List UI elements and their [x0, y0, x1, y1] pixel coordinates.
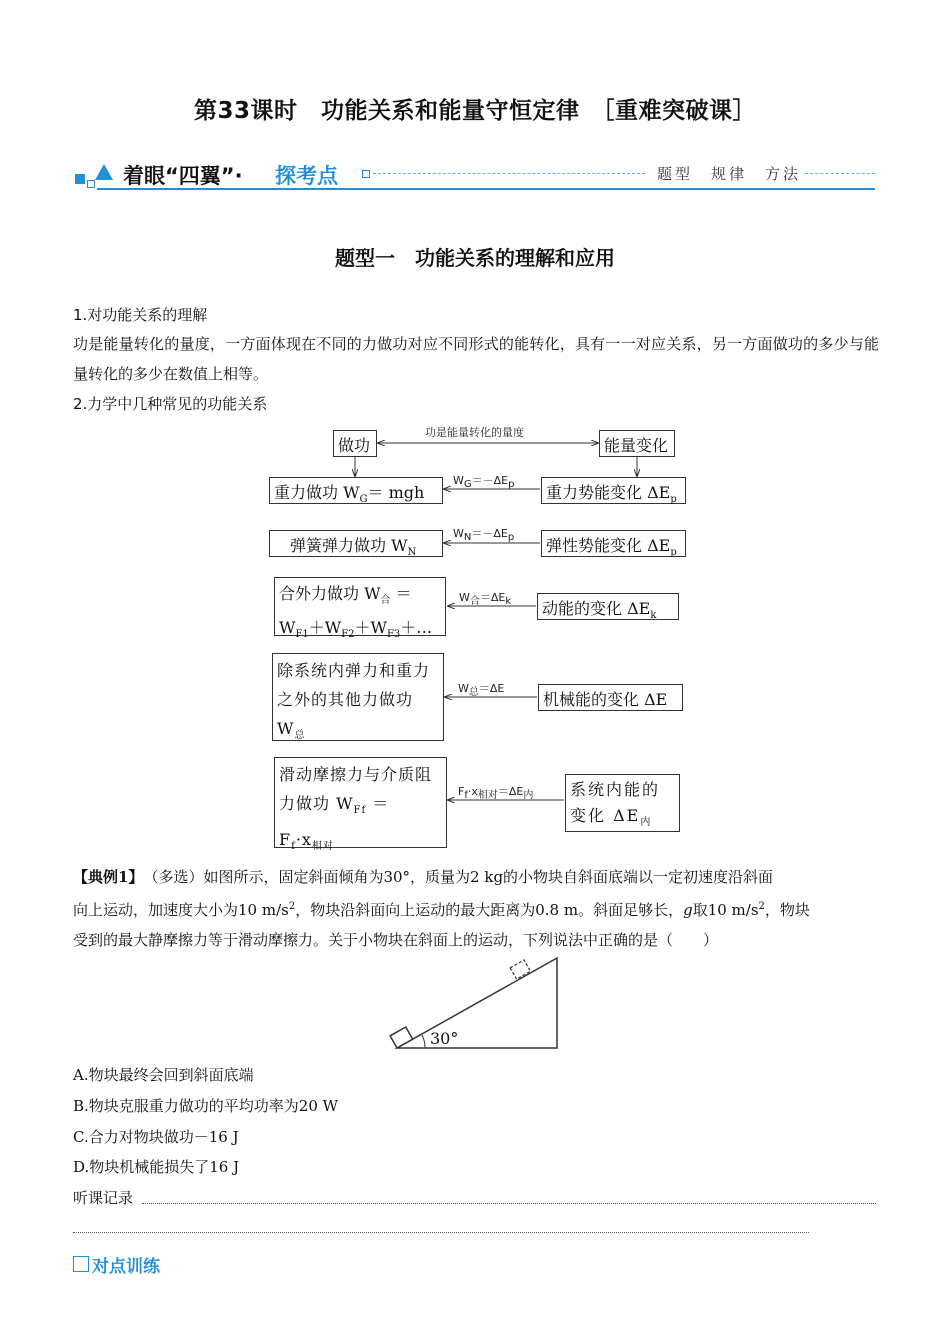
- gravity-work-tail: ＝ mgh: [367, 483, 425, 502]
- row1-label-tail-sub: p: [508, 479, 515, 491]
- row3-label-a: W: [459, 591, 470, 604]
- box-friction-work: [274, 757, 447, 853]
- sub-heading-1: 1.对功能关系的理解: [73, 306, 208, 324]
- gravity-work-sub: G: [359, 494, 368, 506]
- net-work-sub: 合: [380, 595, 391, 607]
- example-line2-a: 向上运动，加速度大小为10 m/s: [73, 901, 289, 919]
- box-gravity-pe: [541, 477, 686, 504]
- net-work-eq: ＝: [395, 584, 412, 603]
- other-work-w: W: [277, 719, 295, 738]
- logo-outline-square-icon: [87, 180, 95, 188]
- box-other-work: [272, 653, 444, 741]
- box-mechanical: 机械能的变化 ΔE: [538, 684, 683, 711]
- kinetic-text: 动能的变化 ΔE: [542, 599, 651, 618]
- row5-label-mid: ·x: [467, 785, 478, 798]
- row5-arrow-label: [458, 783, 533, 801]
- example-line2-d: ，物块: [764, 901, 810, 919]
- friction-work-sub: Ff: [353, 805, 367, 817]
- angle-label: 30°: [430, 1029, 459, 1048]
- net-work-text: 合外力做功 W: [279, 584, 381, 603]
- top-arrow-label: 功是能量转化的量度: [425, 426, 524, 439]
- row2-label-tail-sub: p: [507, 532, 515, 544]
- friction-work-eq: ＝: [372, 794, 390, 813]
- row1-arrow-label: [453, 472, 514, 490]
- option-b: B.物块克服重力做功的平均功率为20 W: [73, 1097, 339, 1115]
- friction-work-x: ·x: [295, 830, 312, 850]
- block-bottom: [390, 1027, 413, 1048]
- gravity-pe-sub: p: [670, 494, 677, 506]
- example-text: [73, 862, 879, 955]
- net-work-ellipsis: ＋…: [400, 618, 433, 638]
- net-work-line1: [279, 580, 441, 614]
- kinetic-sub: k: [650, 610, 657, 622]
- row5-label-a: F: [458, 785, 465, 798]
- spring-work-sub: N: [407, 547, 417, 559]
- option-c: C.合力对物块做功－16 J: [73, 1128, 239, 1146]
- page-title: 第33课时 功能关系和能量守恒定律 ［重难突破课］: [193, 98, 756, 124]
- gravity-work-text: 重力做功 W: [274, 483, 360, 502]
- example-line1: [73, 862, 879, 892]
- other-work-line1: 除系统内弹力和重力: [277, 661, 431, 680]
- internal-energy-text: 变化 ΔE: [570, 806, 641, 825]
- row2-arrow-label: [453, 525, 514, 543]
- row2-label-a: W: [453, 527, 464, 540]
- friction-work-line2: [279, 789, 442, 825]
- internal-energy-line1: 系统内能的: [570, 780, 661, 799]
- notes-label: 听课记录: [73, 1189, 134, 1207]
- notes-line-1[interactable]: [142, 1203, 876, 1204]
- row4-label-sub: 总: [468, 687, 479, 699]
- net-work-f2: F2: [341, 629, 355, 641]
- row3-label-sub: 合: [469, 596, 480, 608]
- row3-label-tail: ＝ΔE: [479, 591, 506, 604]
- notes-line-2[interactable]: [73, 1232, 809, 1233]
- example-line2: [73, 892, 879, 925]
- friction-work-text: 力做功 W: [279, 794, 354, 813]
- friction-work-f-sub: f: [291, 841, 296, 853]
- internal-energy-sub: 内: [640, 817, 653, 829]
- net-work-plus1: ＋W: [308, 618, 342, 638]
- incline-triangle: [397, 958, 557, 1048]
- banner-divider: [805, 173, 875, 174]
- box-work: 做功: [333, 430, 377, 457]
- row2-label-tail: ＝－ΔE: [471, 527, 508, 540]
- net-work-plus2: ＋W: [354, 618, 387, 638]
- friction-work-line1: 滑动摩擦力与介质阻: [279, 765, 433, 784]
- internal-energy-line2: [570, 803, 675, 836]
- example-tag: 【典例1】: [73, 868, 136, 886]
- box-energy-change: 能量变化: [599, 430, 675, 457]
- gravity-pe-text: 重力势能变化 ΔE: [546, 483, 671, 502]
- row1-label-tail: ＝－ΔE: [471, 474, 509, 487]
- net-work-f1: F1: [295, 629, 309, 641]
- banner-tags: 题型 规律 方法: [657, 165, 802, 183]
- example-line3: 受到的最大静摩擦力等于滑动摩擦力。关于小物块在斜面上的运动，下列说法中正确的是（ ）: [73, 931, 719, 949]
- banner-heading: 着眼“四翼”·: [123, 164, 243, 188]
- row2-label-sub: N: [463, 532, 472, 544]
- friction-work-line3: [279, 825, 442, 861]
- option-d: D.物块机械能损失了16 J: [73, 1158, 240, 1176]
- block-top: [510, 960, 530, 979]
- other-work-line3: [277, 714, 439, 750]
- row5-label-sub2: 相对: [477, 790, 498, 802]
- example-line2-b: ，物块沿斜面向上运动的最大距离为0.8 m。斜面足够长，: [295, 901, 684, 919]
- checkbox-icon: [73, 1256, 89, 1272]
- angle-arc: [422, 1035, 425, 1048]
- row3-arrow-label: [459, 589, 511, 607]
- other-work-line2: 之外的其他力做功: [277, 690, 414, 709]
- box-net-work: [274, 577, 446, 641]
- box-kinetic: [537, 593, 679, 620]
- section-heading: 题型一 功能关系的理解和应用: [335, 246, 615, 270]
- example-line1-text: （多选）如图所示，固定斜面倾角为30°，质量为2 kg的小物块自斜面底端以一定初速度沿斜面: [150, 868, 774, 886]
- row5-label-sub1: f: [464, 790, 468, 802]
- incline-figure: [385, 950, 565, 1055]
- banner-underline: [97, 188, 875, 190]
- box-elastic-pe: [541, 530, 686, 557]
- row3-label-tail-sub: k: [505, 596, 512, 608]
- banner-heading-highlight: 探考点: [275, 164, 338, 188]
- logo-triangle-icon: [95, 164, 113, 180]
- friction-work-f: F: [279, 830, 292, 850]
- g-unit-sup: 2: [758, 901, 765, 912]
- row1-label-sub: G: [463, 479, 472, 491]
- g-symbol: g: [683, 901, 693, 919]
- row1-label-a: W: [453, 474, 464, 487]
- net-work-f3: F3: [386, 629, 401, 641]
- banner-divider: [373, 173, 645, 174]
- elastic-pe-text: 弹性势能变化 ΔE: [546, 536, 671, 555]
- net-work-line2: [279, 614, 441, 648]
- row4-label-tail: ＝ΔE: [478, 682, 505, 695]
- friction-work-x-sub: 相对: [311, 841, 334, 853]
- banner-dot-icon: [362, 170, 370, 178]
- row4-arrow-label: [458, 680, 504, 698]
- spring-work-text: 弹簧弹力做功 W: [290, 536, 408, 555]
- option-a: A.物块最终会回到斜面底端: [73, 1066, 254, 1084]
- other-work-sub: 总: [294, 730, 306, 742]
- accel-unit-sup: 2: [288, 901, 296, 912]
- box-gravity-work: [269, 477, 443, 504]
- example-line2-c: 取10 m/s: [692, 901, 759, 919]
- row4-label-a: W: [458, 682, 469, 695]
- row5-label-tail: ＝ΔE: [497, 785, 524, 798]
- sub-heading-2: 2.力学中几种常见的功能关系: [73, 395, 268, 413]
- box-internal-energy: [565, 774, 680, 832]
- section-banner: [75, 158, 875, 192]
- training-heading: 对点训练: [92, 1257, 160, 1277]
- logo-square-icon: [75, 174, 85, 184]
- paragraph-1: 功是能量转化的量度，一方面体现在不同的力做功对应不同形式的能转化，具有一一对应关系，另一方面做功的多少与能量转化的多少在数值上相等。: [73, 335, 879, 383]
- box-spring-work: [269, 530, 443, 557]
- elastic-pe-sub: p: [670, 547, 677, 559]
- net-work-w: W: [279, 618, 296, 638]
- row5-label-tail-sub: 内: [523, 790, 534, 802]
